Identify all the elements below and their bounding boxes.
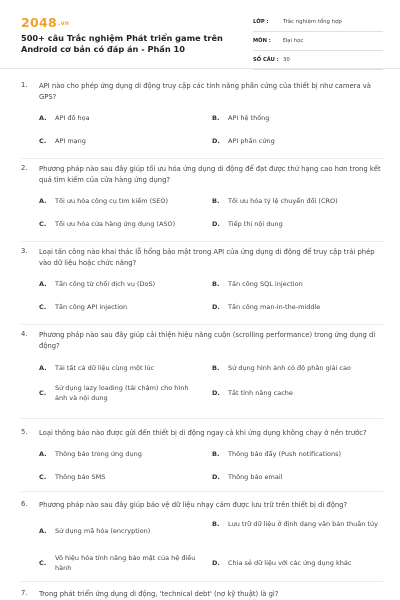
option-letter: D. [212,389,220,397]
option-letter: A. [39,527,47,535]
meta-value: Đại học [283,38,304,44]
meta-class [253,13,383,32]
question-number: 1. [21,81,28,89]
option-d[interactable] [212,302,382,312]
option-letter: C. [39,473,47,481]
meta-subject [253,32,383,51]
question-number: 3. [21,247,28,255]
option-a[interactable] [39,279,199,289]
option-text: Thông báo đẩy (Push notifications) [228,450,342,458]
meta-info [253,13,383,70]
option-letter: C. [39,559,47,567]
meta-label: SỐ CÂU : [253,57,279,63]
option-letter: A. [39,364,47,372]
page-title: 500+ câu Trắc nghiệm Phát triển game trên Android cơ bản có đáp án - Phần 10 [21,33,223,54]
option-text: Thông báo SMS [55,473,106,481]
option-a[interactable] [39,113,199,123]
option-text: Tấn công SQL injection [228,280,303,288]
option-letter: A. [39,280,47,288]
option-a[interactable] [39,363,199,373]
question-divider [21,158,383,159]
option-letter: B. [212,364,220,372]
option-letter: D. [212,303,220,311]
option-c[interactable] [39,553,199,573]
option-text: Tải tất cả dữ liệu cùng một lúc [55,364,155,372]
option-letter: C. [39,389,47,397]
question-text: Phương pháp nào sau đây giúp tối ưu hóa ứng dụng di động để đạt được thứ hạng cao hơn trong kết quả tìm kiếm của cửa hàng ứng dụng? [39,165,381,184]
option-a[interactable] [39,196,199,206]
meta-value: 30 [283,57,290,63]
option-letter: D. [212,559,220,567]
meta-label: MÔN : [253,38,271,44]
question-number: 5. [21,428,28,436]
option-letter: D. [212,473,220,481]
option-letter: B. [212,450,220,458]
question-number: 4. [21,330,28,338]
option-c[interactable] [39,302,199,312]
meta-label: LỚP : [253,19,269,25]
option-text: Lưu trữ dữ liệu ở định dạng văn bản thuần túy [228,520,378,528]
option-text: Tối ưu hóa công cụ tìm kiếm (SEO) [55,197,169,205]
option-letter: C. [39,303,47,311]
option-text: Tấn công từ chối dịch vụ (DoS) [55,280,156,288]
option-d[interactable] [212,558,382,568]
question-divider [21,324,383,325]
option-text: API mạng [55,137,86,145]
option-letter: D. [212,137,220,145]
option-letter: B. [212,197,220,205]
question-number: 2. [21,164,28,172]
option-a[interactable] [39,449,199,459]
option-b[interactable] [212,363,382,373]
question-text: Loại thông báo nào được gửi đến thiết bị di động ngay cả khi ứng dụng không chạy ở nền trước? [39,429,367,437]
meta-question-count [253,51,383,70]
option-text: Vô hiệu hóa tính năng bảo mật của hệ điều hành [55,554,196,572]
option-text: API phần cứng [228,137,275,145]
option-a[interactable] [39,526,199,536]
option-letter: D. [212,220,220,228]
meta-value: Trắc nghiệm tổng hợp [283,19,342,25]
option-b[interactable] [212,113,382,123]
question-number: 7. [21,589,28,597]
option-letter: B. [212,280,220,288]
option-letter: A. [39,114,47,122]
page-header [0,0,400,69]
option-d[interactable] [212,136,382,146]
question-text: API nào cho phép ứng dụng di động truy cập các tính năng phần cứng của thiết bị như camera và GPS? [39,82,371,101]
question-divider [21,581,383,582]
option-text: Tiếp thị nội dung [228,220,283,228]
option-text: Tắt tính năng cache [228,389,293,397]
option-text: API hệ thống [228,114,270,122]
option-b[interactable] [212,196,382,206]
question-text: Trong phát triển ứng dụng di động, 'technical debt' (nợ kỹ thuật) là gì? [39,590,279,598]
option-c[interactable] [39,472,199,482]
option-text: API đồ họa [55,114,90,122]
option-text: Sử dụng mã hóa (encryption) [55,527,151,535]
option-letter: A. [39,197,47,205]
option-text: Tấn công API injection [55,303,128,311]
question-divider [21,241,383,242]
option-text: Sử dụng lazy loading (tải chậm) cho hình ảnh và nội dung [55,384,189,402]
question-divider [21,418,383,419]
option-b[interactable] [212,449,382,459]
option-letter: B. [212,520,220,528]
option-d[interactable] [212,472,382,482]
question-number: 6. [21,500,28,508]
option-b[interactable] [212,519,382,529]
option-text: Tối ưu hóa cửa hàng ứng dụng (ASO) [55,220,176,228]
question-text: Loại tấn công nào khai thác lỗ hổng bảo mật trong API của ứng dụng di động để truy cập trái phép vào dữ liệu hoặc chức năng? [39,248,375,267]
option-letter: B. [212,114,220,122]
option-c[interactable] [39,383,199,403]
question-divider [21,491,383,492]
option-text: Tấn công man-in-the-middle [228,303,321,311]
option-d[interactable] [212,388,382,398]
option-letter: C. [39,137,47,145]
site-logo[interactable]: 2048.vn [21,15,70,30]
option-text: Chia sẻ dữ liệu với các ứng dụng khác [228,559,352,567]
option-c[interactable] [39,136,199,146]
option-letter: A. [39,450,47,458]
option-c[interactable] [39,219,199,229]
option-text: Tối ưu hóa tỷ lệ chuyển đổi (CRO) [228,197,338,205]
option-text: Sử dụng hình ảnh có độ phân giải cao [228,364,351,372]
option-text: Thông báo trong ứng dụng [55,450,142,458]
option-letter: C. [39,220,47,228]
question-text: Phương pháp nào sau đây giúp cải thiện hiệu năng cuộn (scrolling performance) trong ứng dụng di động? [39,331,376,350]
option-d[interactable] [212,219,382,229]
option-b[interactable] [212,279,382,289]
question-text: Phương pháp nào sau đây giúp bảo vệ dữ liệu nhạy cảm được lưu trữ trên thiết bị di động? [39,501,348,509]
option-text: Thông báo email [228,473,283,481]
